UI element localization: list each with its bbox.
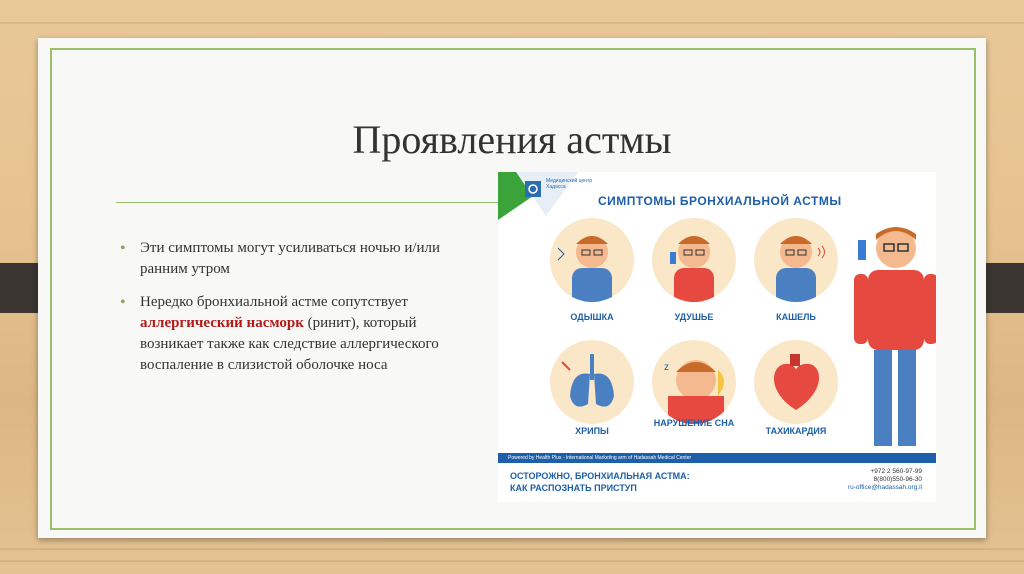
contacts [828, 468, 922, 492]
person-with-inhaler-image [850, 222, 936, 454]
bullet-2-before: Нередко бронхиальной астме сопутствует [140, 294, 408, 310]
powered-by-text: Powered by Health Plus - International Marketing arm of Hadassah Medical Center [508, 455, 692, 461]
slide-title: Проявления астмы [352, 117, 672, 162]
title-divider [116, 202, 500, 203]
symptom-dyspnea-image [550, 218, 634, 302]
symptom-tachycardia-image [754, 340, 838, 424]
symptom-wheezing-image [550, 340, 634, 424]
bullet-1 [120, 238, 460, 280]
hadassah-logo [524, 178, 596, 204]
symptom-label-6: ТАХИКАРДИЯ [765, 426, 827, 436]
warning-line-1: ОСТОРОЖНО, БРОНХИАЛЬНАЯ АСТМА: [510, 471, 690, 481]
svg-text:z: z [664, 362, 669, 373]
symptom-label-5: НАРУШЕНИЕ СНА [653, 418, 735, 428]
bullet-1-text: Эти симптомы могут усиливаться ночью и/или ранним утром [140, 240, 441, 277]
email-link[interactable]: ru-office@hadassah.org.il [847, 484, 922, 491]
logo-text: Медицинский центр Хадасса [546, 178, 593, 190]
bullet-list [120, 238, 460, 388]
symptom-sleep-image [652, 340, 736, 424]
warning-text [510, 470, 690, 494]
symptom-suffocation-image [652, 218, 736, 302]
bullet-dot-icon: • [120, 294, 126, 311]
symptom-cough-image [754, 218, 838, 302]
bullet-2 [120, 292, 460, 376]
hadassah-logo-icon [524, 180, 542, 198]
symptom-label-4: ХРИПЫ [575, 426, 609, 436]
phone-2: 8(800)550-96-30 [873, 476, 922, 483]
infographic-title: СИМПТОМЫ БРОНХИАЛЬНОЙ АСТМЫ [598, 194, 842, 208]
symptom-label-2: УДУШЬЕ [674, 312, 714, 322]
warning-line-2: КАК РАСПОЗНАТЬ ПРИСТУП [510, 483, 637, 493]
phone-1: +972 2 560-97-99 [870, 468, 922, 475]
bullet-dot-icon: • [120, 240, 126, 257]
powered-by-bar [498, 453, 936, 463]
symptom-label-3: КАШЕЛЬ [776, 312, 816, 322]
symptom-label-1: ОДЫШКА [570, 312, 614, 322]
slide [38, 38, 986, 538]
bullet-2-highlight: аллергический насморк [140, 315, 304, 331]
asthma-infographic [498, 172, 936, 502]
bullet-2-after: (ринит), который возникает также как следствие аллергического воспаление в слизистой оболочке носа [140, 315, 439, 373]
